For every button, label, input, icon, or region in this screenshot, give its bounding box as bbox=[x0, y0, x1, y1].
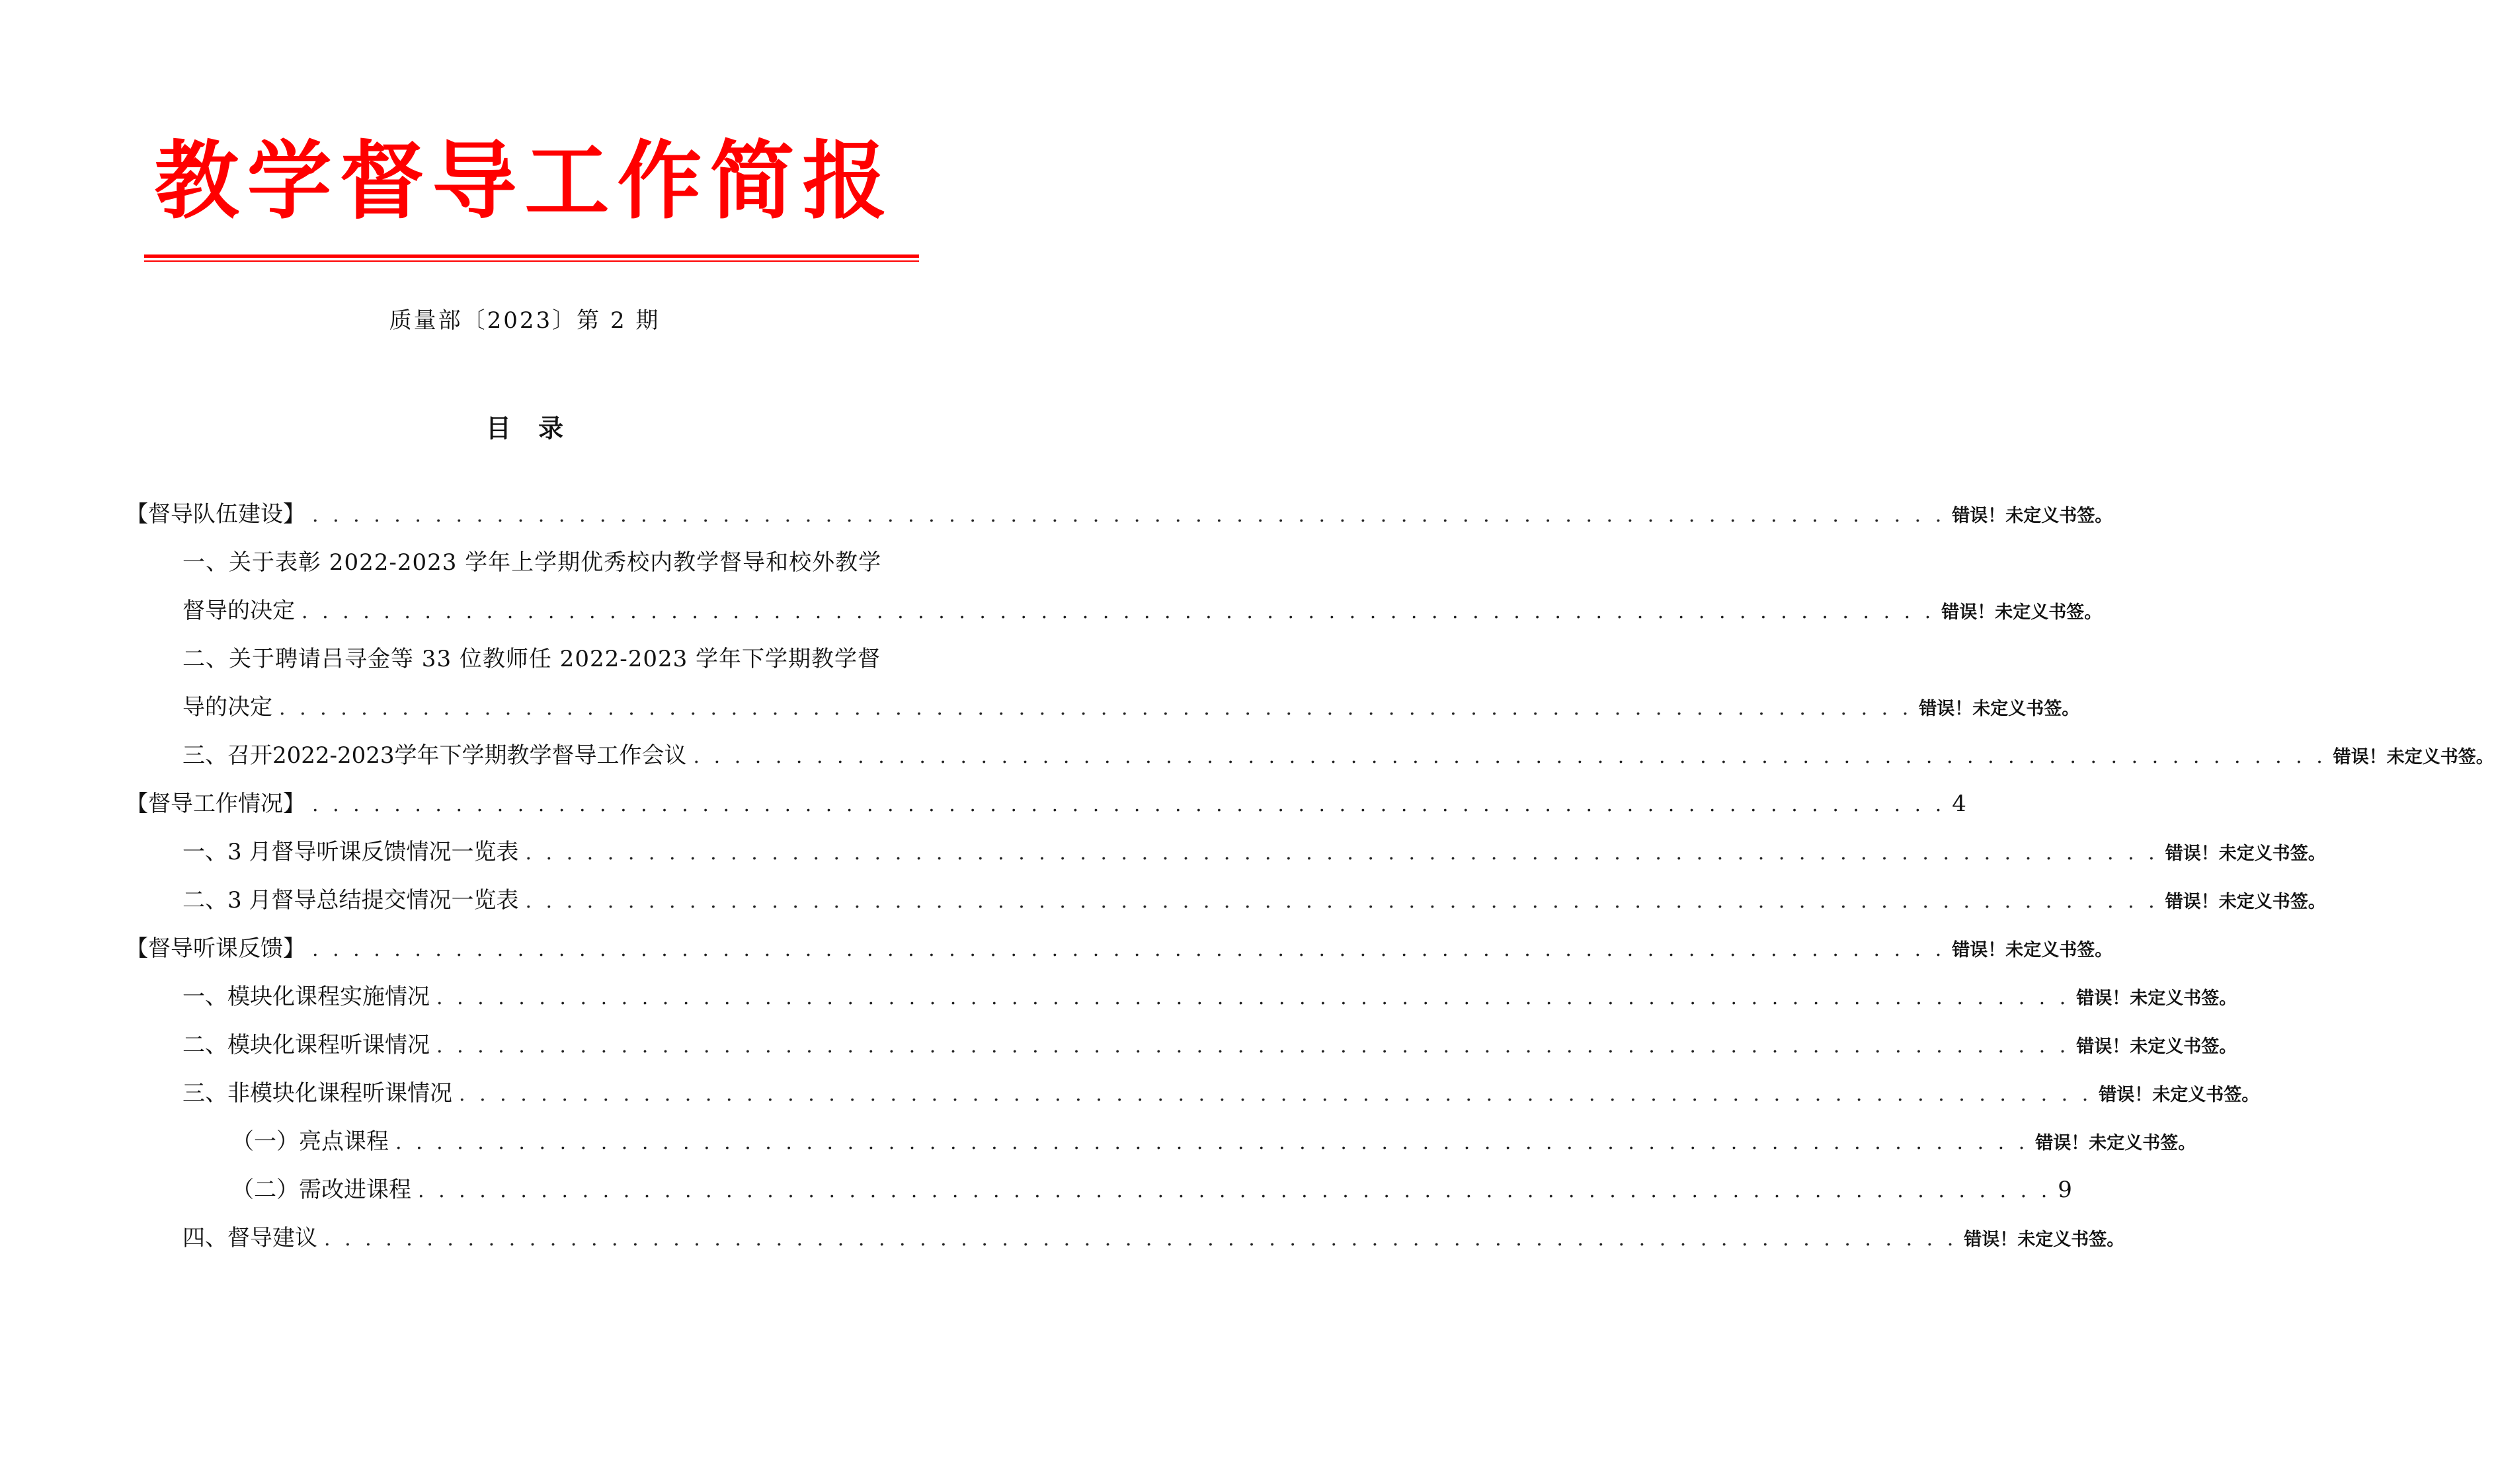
toc-entry-label: 【督导工作情况】 bbox=[126, 791, 305, 817]
toc-entry-nonmodular-observation[interactable] bbox=[182, 1074, 2260, 1113]
toc-leader-dots: . . . . . . . . . . . . . . . . . . . . . . . . . . . . . . . . . . . . . . . . . . . . . . . . . . . . . . . . . . . . . . . . . . . . . . . . . . . . . . . . bbox=[312, 938, 1946, 961]
toc-entry-modular-observation[interactable] bbox=[182, 1025, 2237, 1065]
toc-entry-label: 四、督导建议 bbox=[182, 1225, 317, 1251]
toc-entry-highlight-courses[interactable] bbox=[231, 1122, 2196, 1161]
toc-entry-label: 二、3 月督导总结提交情况一览表 bbox=[182, 887, 519, 914]
toc-leader-dots: . . . . . . . . . . . . . . . . . . . . . . . . . . . . . . . . . . . . . . . . . . . . . . . . . . . . . . . . . . . . . . . . . . . . . . . . . . . . . . . . bbox=[312, 793, 1946, 816]
toc-entry-label: （一）亮点课程 bbox=[231, 1128, 389, 1155]
toc-entry-commendation[interactable] bbox=[182, 591, 2103, 631]
toc-page-ref: 错误！未定义书签。 bbox=[2099, 1085, 2260, 1105]
toc-page-ref: 错误！未定义书签。 bbox=[1964, 1230, 2125, 1250]
toc-page-ref: 错误！未定义书签。 bbox=[2076, 1036, 2237, 1057]
toc-entry-label: 二、模块化课程听课情况 bbox=[182, 1032, 430, 1058]
toc-page-ref: 错误！未定义书签。 bbox=[1941, 602, 2103, 623]
toc-page-ref: 9 bbox=[2058, 1177, 2072, 1203]
toc-entry-march-summary[interactable] bbox=[182, 880, 2326, 920]
toc-entry-work-status[interactable] bbox=[126, 784, 1966, 824]
toc-leader-dots: . . . . . . . . . . . . . . . . . . . . . . . . . . . . . . . . . . . . . . . . . . . . . . . . . . . . . . . . . . . . . . . . . . . . . . . . . . . . . . . . bbox=[525, 841, 2159, 865]
toc-leader-dots: . . . . . . . . . . . . . . . . . . . . . . . . . . . . . . . . . . . . . . . . . . . . . . . . . . . . . . . . . . . . . . . . . . . . . . . . . . . . . . . . bbox=[302, 600, 1935, 623]
toc-page-ref: 错误！未定义书签。 bbox=[2165, 843, 2326, 864]
toc-entry-class-feedback[interactable] bbox=[126, 929, 2113, 968]
toc-entry-appointment[interactable] bbox=[182, 687, 2080, 727]
toc-entry-label: 一、3 月督导听课反馈情况一览表 bbox=[182, 839, 519, 865]
toc-leader-dots: . . . . . . . . . . . . . . . . . . . . . . . . . . . . . . . . . . . . . . . . . . . . . . . . . . . . . . . . . . . . . . . . . . . . . . . . . . . . . . . . bbox=[418, 1179, 2052, 1202]
toc-entry-meeting[interactable] bbox=[182, 736, 2494, 775]
toc-entry-improvement-courses[interactable] bbox=[231, 1170, 2072, 1210]
toc-title: 目 录 bbox=[485, 414, 564, 443]
toc-leader-dots: . . . . . . . . . . . . . . . . . . . . . . . . . . . . . . . . . . . . . . . . . . . . . . . . . . . . . . . . . . . . . . . . . . . . . . . . . . . . . . . . bbox=[436, 1035, 2070, 1058]
toc-entry-label: 督导的决定 bbox=[182, 598, 295, 624]
toc-entry-label: （二）需改进课程 bbox=[231, 1177, 411, 1203]
toc-page-ref: 错误！未定义书签。 bbox=[1919, 699, 2080, 719]
toc-entry-modular-implementation[interactable] bbox=[182, 977, 2237, 1017]
toc-leader-dots: . . . . . . . . . . . . . . . . . . . . . . . . . . . . . . . . . . . . . . . . . . . . . . . . . . . . . . . . . . . . . . . . . . . . . . . . . . . . . . . . bbox=[312, 504, 1946, 527]
toc-leader-dots: . . . . . . . . . . . . . . . . . . . . . . . . . . . . . . . . . . . . . . . . . . . . . . . . . . . . . . . . . . . . . . . . . . . . . . . . . . . . . . . . bbox=[525, 890, 2159, 913]
toc-entry-commendation-line1[interactable]: 一、关于表彰 2022-2023 学年上学期优秀校内教学督导和校外教学 bbox=[182, 549, 882, 576]
toc-entry-suggestions[interactable] bbox=[182, 1218, 2125, 1258]
toc-entry-appointment-line1[interactable]: 二、关于聘请吕寻金等 33 位教师任 2022-2023 学年下学期教学督 bbox=[182, 646, 881, 672]
toc-entry-team-building[interactable] bbox=[126, 494, 2113, 534]
toc-page-ref: 4 bbox=[1952, 791, 1966, 817]
toc-leader-dots: . . . . . . . . . . . . . . . . . . . . . . . . . . . . . . . . . . . . . . . . . . . . . . . . . . . . . . . . . . . . . . . . . . . . . . . . . . . . . . . . bbox=[324, 1228, 1958, 1251]
toc-page-ref: 错误！未定义书签。 bbox=[2165, 892, 2326, 912]
toc-entry-label: 三、召开2022-2023学年下学期教学督导工作会议 bbox=[182, 742, 687, 769]
toc-entry-label: 【督导队伍建设】 bbox=[126, 501, 305, 527]
toc-page-ref: 错误！未定义书签。 bbox=[2333, 747, 2494, 767]
masthead-title: 教学督导工作简报 bbox=[154, 132, 895, 231]
toc-entry-label: 三、非模块化课程听课情况 bbox=[182, 1080, 452, 1107]
toc-page-ref: 错误！未定义书签。 bbox=[2035, 1133, 2196, 1153]
toc-leader-dots: . . . . . . . . . . . . . . . . . . . . . . . . . . . . . . . . . . . . . . . . . . . . . . . . . . . . . . . . . . . . . . . . . . . . . . . . . . . . . . . . bbox=[279, 697, 1913, 720]
toc-entry-label: 导的决定 bbox=[182, 694, 272, 721]
toc-leader-dots: . . . . . . . . . . . . . . . . . . . . . . . . . . . . . . . . . . . . . . . . . . . . . . . . . . . . . . . . . . . . . . . . . . . . . . . . . . . . . . . . bbox=[459, 1083, 2093, 1106]
toc-leader-dots: . . . . . . . . . . . . . . . . . . . . . . . . . . . . . . . . . . . . . . . . . . . . . . . . . . . . . . . . . . . . . . . . . . . . . . . . . . . . . . . . bbox=[395, 1131, 2029, 1154]
toc-page-ref: 错误！未定义书签。 bbox=[2076, 988, 2237, 1009]
issue-number: 质量部〔2023〕第 2 期 bbox=[389, 307, 661, 334]
toc-entry-label: 【督导听课反馈】 bbox=[126, 935, 305, 962]
toc-leader-dots: . . . . . . . . . . . . . . . . . . . . . . . . . . . . . . . . . . . . . . . . . . . . . . . . . . . . . . . . . . . . . . . . . . . . . . . . . . . . . . . . bbox=[436, 986, 2070, 1009]
masthead-rule-thick bbox=[144, 254, 919, 258]
toc-page-ref: 错误！未定义书签。 bbox=[1952, 506, 2113, 526]
masthead-rule-thin bbox=[144, 260, 919, 262]
toc-entry-march-feedback[interactable] bbox=[182, 832, 2326, 872]
toc-leader-dots: . . . . . . . . . . . . . . . . . . . . . . . . . . . . . . . . . . . . . . . . . . . . . . . . . . . . . . . . . . . . . . . . . . . . . . . . . . . . . . . . bbox=[693, 745, 2327, 768]
toc-page-ref: 错误！未定义书签。 bbox=[1952, 940, 2113, 960]
toc-entry-label: 一、模块化课程实施情况 bbox=[182, 984, 430, 1010]
